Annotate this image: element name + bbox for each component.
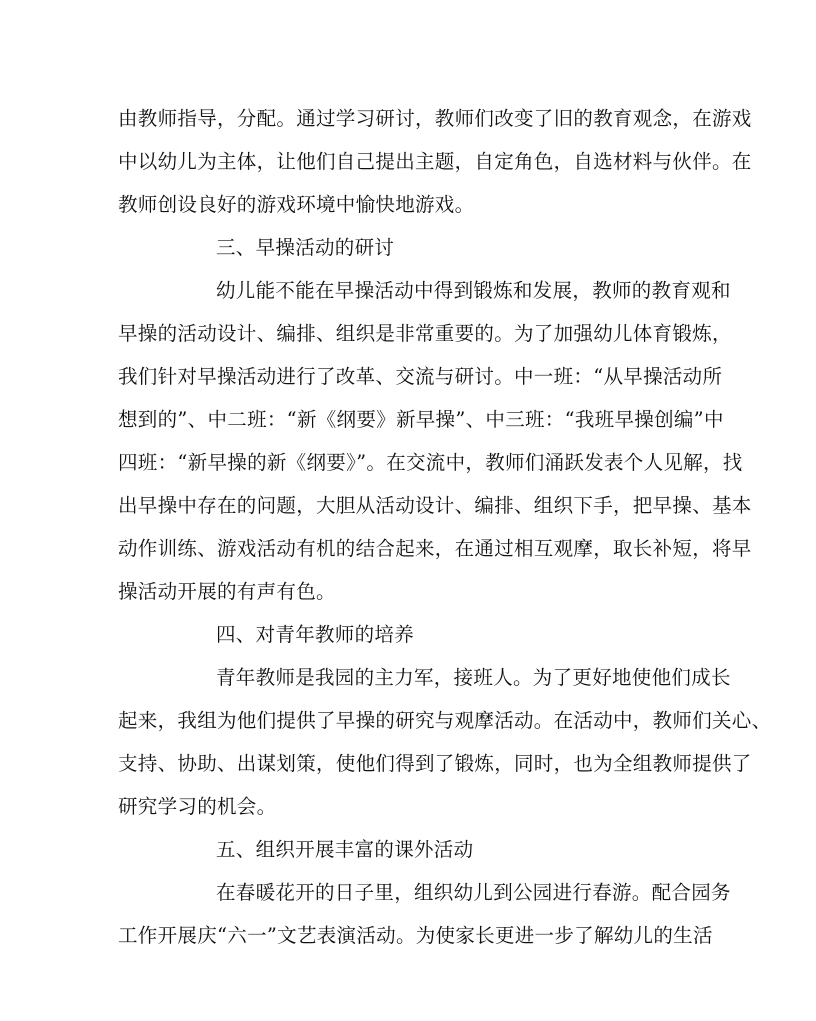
paragraph-line: 研究学习的机会。 — [118, 795, 277, 818]
section-heading: 三、早操活动的研讨 — [216, 236, 395, 259]
paragraph-line: 工作开展庆“六一”文艺表演活动。为使家长更进一步了解幼儿的生活 — [118, 924, 713, 947]
paragraph-line: 四班：“新早操的新《纲要》”。在交流中，教师们涌跃发表个人见解，找 — [118, 451, 743, 474]
paragraph-line: 中以幼儿为主体，让他们自己提出主题，自定角色，自选材料与伙伴。在 — [118, 150, 752, 173]
paragraph-line: 教师创设良好的游戏环境中愉快地游戏。 — [118, 193, 475, 216]
paragraph-line: 我们针对早操活动进行了改革、交流与研讨。中一班：“从早操活动所 — [118, 365, 723, 388]
section-heading: 四、对青年教师的培养 — [216, 623, 415, 646]
paragraph-line: 想到的”、中二班：“新《纲要》新早操”、中三班：“我班早操创编”中 — [118, 408, 724, 431]
section-heading: 五、组织开展丰富的课外活动 — [216, 838, 474, 861]
paragraph-line: 动作训练、游戏活动有机的结合起来，在通过相互观摩，取长补短，将早 — [118, 537, 752, 560]
paragraph-line: 出早操中存在的问题，大胆从活动设计、编排、组织下手，把早操、基本 — [118, 494, 752, 517]
paragraph-line: 在春暖花开的日子里，组织幼儿到公园进行春游。配合园务 — [216, 881, 731, 904]
paragraph-line: 早操的活动设计、编排、组织是非常重要的。为了加强幼儿体育锻炼， — [118, 322, 732, 345]
paragraph-line: 青年教师是我园的主力军，接班人。为了更好地使他们成长 — [216, 666, 731, 689]
paragraph-line: 由教师指导，分配。通过学习研讨，教师们改变了旧的教育观念，在游戏 — [118, 107, 752, 130]
paragraph-line: 操活动开展的有声有色。 — [118, 580, 336, 603]
paragraph-line: 起来，我组为他们提供了早操的研究与观摩活动。在活动中，教师们关心、 — [118, 709, 772, 732]
paragraph-line: 支持、协助、出谋划策，使他们得到了锻炼，同时，也为全组教师提供了 — [118, 752, 752, 775]
paragraph-line: 幼儿能不能在早操活动中得到锻炼和发展，教师的教育观和 — [216, 279, 731, 302]
